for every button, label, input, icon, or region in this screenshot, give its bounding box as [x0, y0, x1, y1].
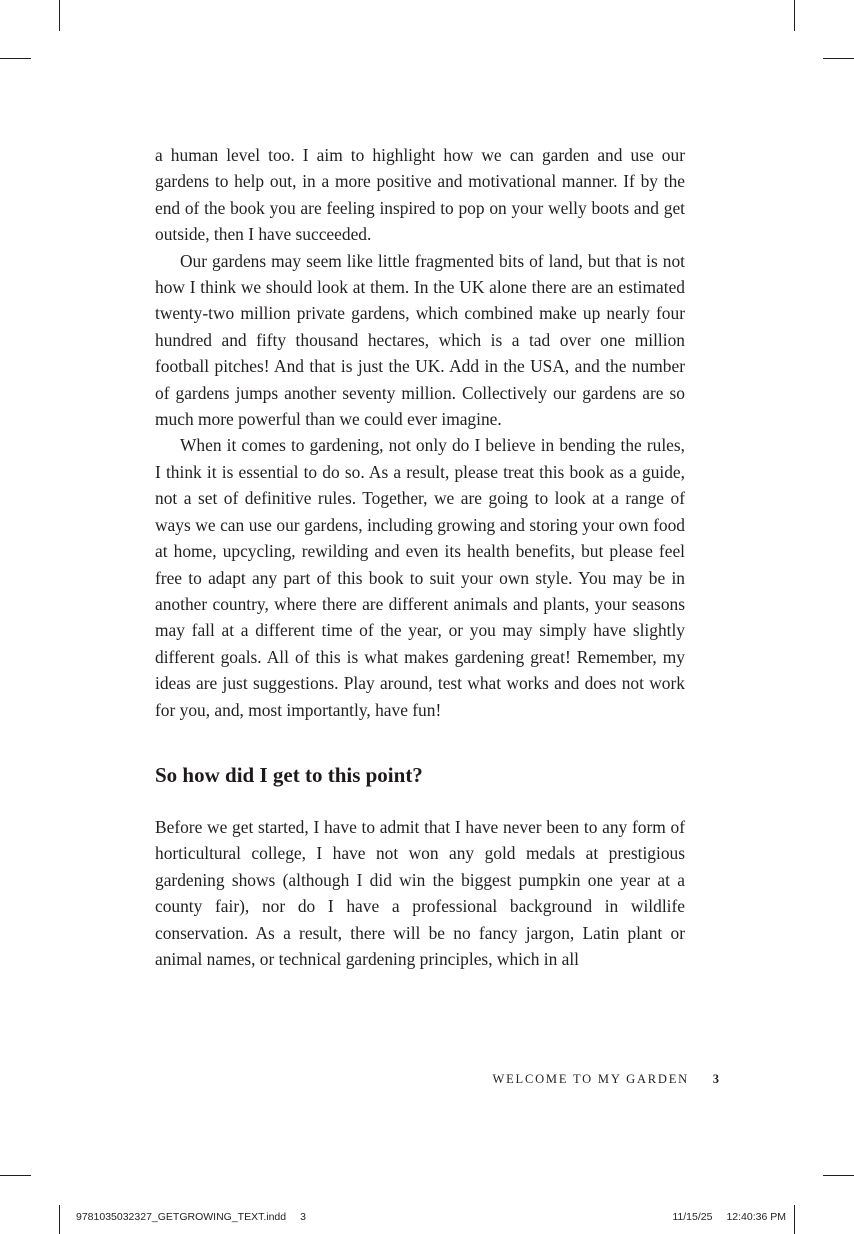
crop-mark-bottom-left-vertical — [59, 1205, 60, 1234]
paragraph-3: When it comes to gardening, not only do I believe in bending the rules, I think it is essential to do so. As a result, please treat this book as a guide, not a set of definitive rules. Together, we are going to look at a range of ways we can use our gardens, including growing and storing your own food at home, upcycling, rewilding and even its health benefits, but please feel free to adapt any part of this book to suit your own style. You may be in another country, where there are different animals and plants, your seasons may fall at a different time of the year, or you may simply have slightly different goals. All of this is what makes gardening great! Remember, my ideas are just suggestions. Play around, test what works and does not work for you, and, most importantly, have fun! — [155, 435, 685, 720]
section-paragraph: Before we get started, I have to admit that I have never been to any form of horticultural college, I have not won any gold medals at prestigious gardening shows (although I did win the biggest pumpkin one year at a county fair), nor do I have a professional background in wildlife conservation. As a result, there will be no fancy jargon, Latin plant or animal names, or technical gardening principles, which in all — [155, 816, 685, 969]
slug-file-name: 9781035032327_GETGROWING_TEXT.indd — [76, 1211, 287, 1223]
section-heading: So how did I get to this point? — [155, 762, 423, 787]
page-footer — [400, 1070, 719, 1088]
crop-mark-top-right-vertical — [794, 0, 795, 31]
running-title: WELCOME TO MY GARDEN — [492, 1072, 689, 1086]
slug-file-page: 3 — [300, 1211, 306, 1223]
crop-mark-top-right-horizontal — [823, 58, 854, 59]
crop-mark-top-left-horizontal — [0, 58, 31, 59]
page-number: 3 — [712, 1072, 719, 1086]
slug-file-info — [76, 1209, 306, 1225]
slug-date: 11/15/25 — [672, 1211, 713, 1223]
crop-mark-bottom-right-vertical — [794, 1205, 795, 1234]
paragraph-1: a human level too. I aim to highlight how we can garden and use our gardens to help out, in a more positive and motivational manner. If by the end of the book you are feeling inspired to pop on your welly boots and get outside, then I have succeeded. — [155, 145, 685, 245]
body-text — [155, 142, 685, 972]
slug-timestamp — [620, 1209, 786, 1225]
crop-mark-top-left-vertical — [59, 0, 60, 31]
paragraph-2: Our gardens may seem like little fragmented bits of land, but that is not how I think we should look at them. In the UK alone there are an estimated twenty-two million private gardens, which combined make up nearly four hundred and fifty thousand hectares, which is a tad over one million football pitches! And that is just the UK. Add in the USA, and the number of gardens jumps another seventy million. Collectively our gardens are so much more powerful than we could ever imagine. — [155, 250, 685, 430]
slug-time: 12:40:36 PM — [726, 1211, 786, 1223]
crop-mark-bottom-left-horizontal — [0, 1175, 31, 1176]
crop-mark-bottom-right-horizontal — [823, 1175, 854, 1176]
